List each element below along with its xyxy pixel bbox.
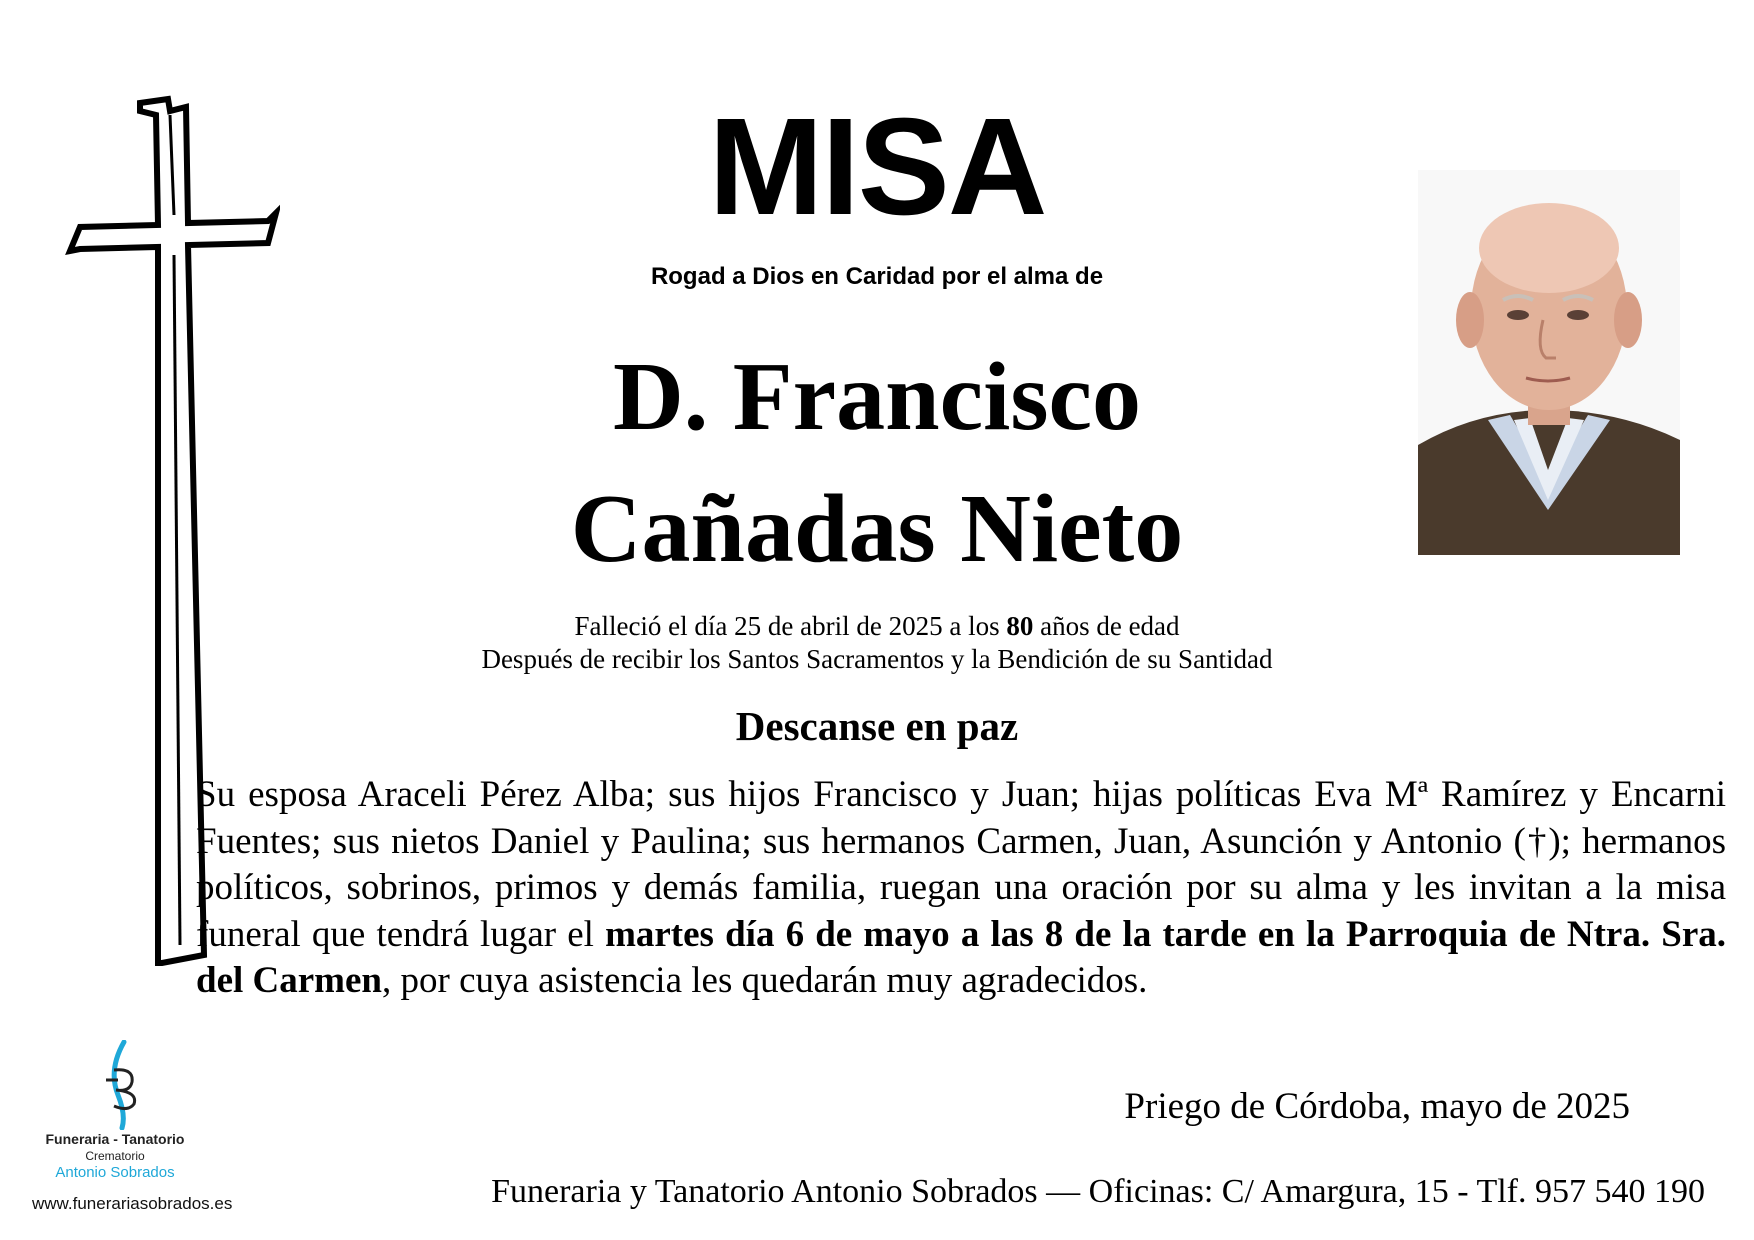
- logo-line3: Antonio Sobrados: [55, 1164, 175, 1181]
- website-link[interactable]: www.funerariasobrados.es: [32, 1194, 233, 1213]
- service-details: martes día 6 de mayo a las 8 de la tarde en la Parroquia de Ntra. Sra. del Carmen: [196, 913, 1726, 1001]
- family-message-part2: , por cuya asistencia les quedarán muy agradecidos.: [382, 960, 1148, 1001]
- sacraments-text: Después de recibir los Santos Sacramentos y la Bendición de su Santidad: [481, 644, 1273, 674]
- family-message-part1: Su esposa Araceli Pérez Alba; sus hijos Francisco y Juan; hijas políticas Eva Mª Ramírez y Encarni Fuentes; sus nietos Daniel y Paulina; sus hermanos Carmen, Juan, Asunción y Antonio (†); hermanos políticos, sobrinos, primos y demás familia, ruegan una oración por su alma y les invitan a la misa funeral que tendrá lugar el: [196, 774, 1726, 955]
- rest-in-peace-heading: Descanse en paz: [735, 703, 1019, 749]
- family-message: [196, 772, 1726, 1005]
- portrait-photo: [1418, 170, 1680, 555]
- death-info-before: Falleció el día 25 de abril de 2025 a los: [574, 611, 1007, 641]
- funeral-home-logo-icon: [88, 1040, 158, 1130]
- logo-line1: Funeraria - Tanatorio: [45, 1131, 185, 1147]
- age-value: 80: [1006, 611, 1034, 641]
- deceased-name-line2: Cañadas Nieto: [570, 475, 1184, 583]
- place-date: Priego de Córdoba, mayo de 2025: [1124, 1086, 1630, 1127]
- death-info: [0, 610, 1754, 642]
- footer-contact: Funeraria y Tanatorio Antonio Sobrados — Oficinas: C/ Amargura, 15 - Tlf. 957 540 190: [491, 1173, 1705, 1210]
- logo-line2: Crematorio: [85, 1149, 145, 1163]
- deceased-name-line1: D. Francisco: [613, 343, 1141, 451]
- death-info-after: años de edad: [1033, 611, 1180, 641]
- intro-text: Rogad a Dios en Caridad por el alma de: [650, 263, 1104, 290]
- page-title: MISA: [708, 90, 1046, 244]
